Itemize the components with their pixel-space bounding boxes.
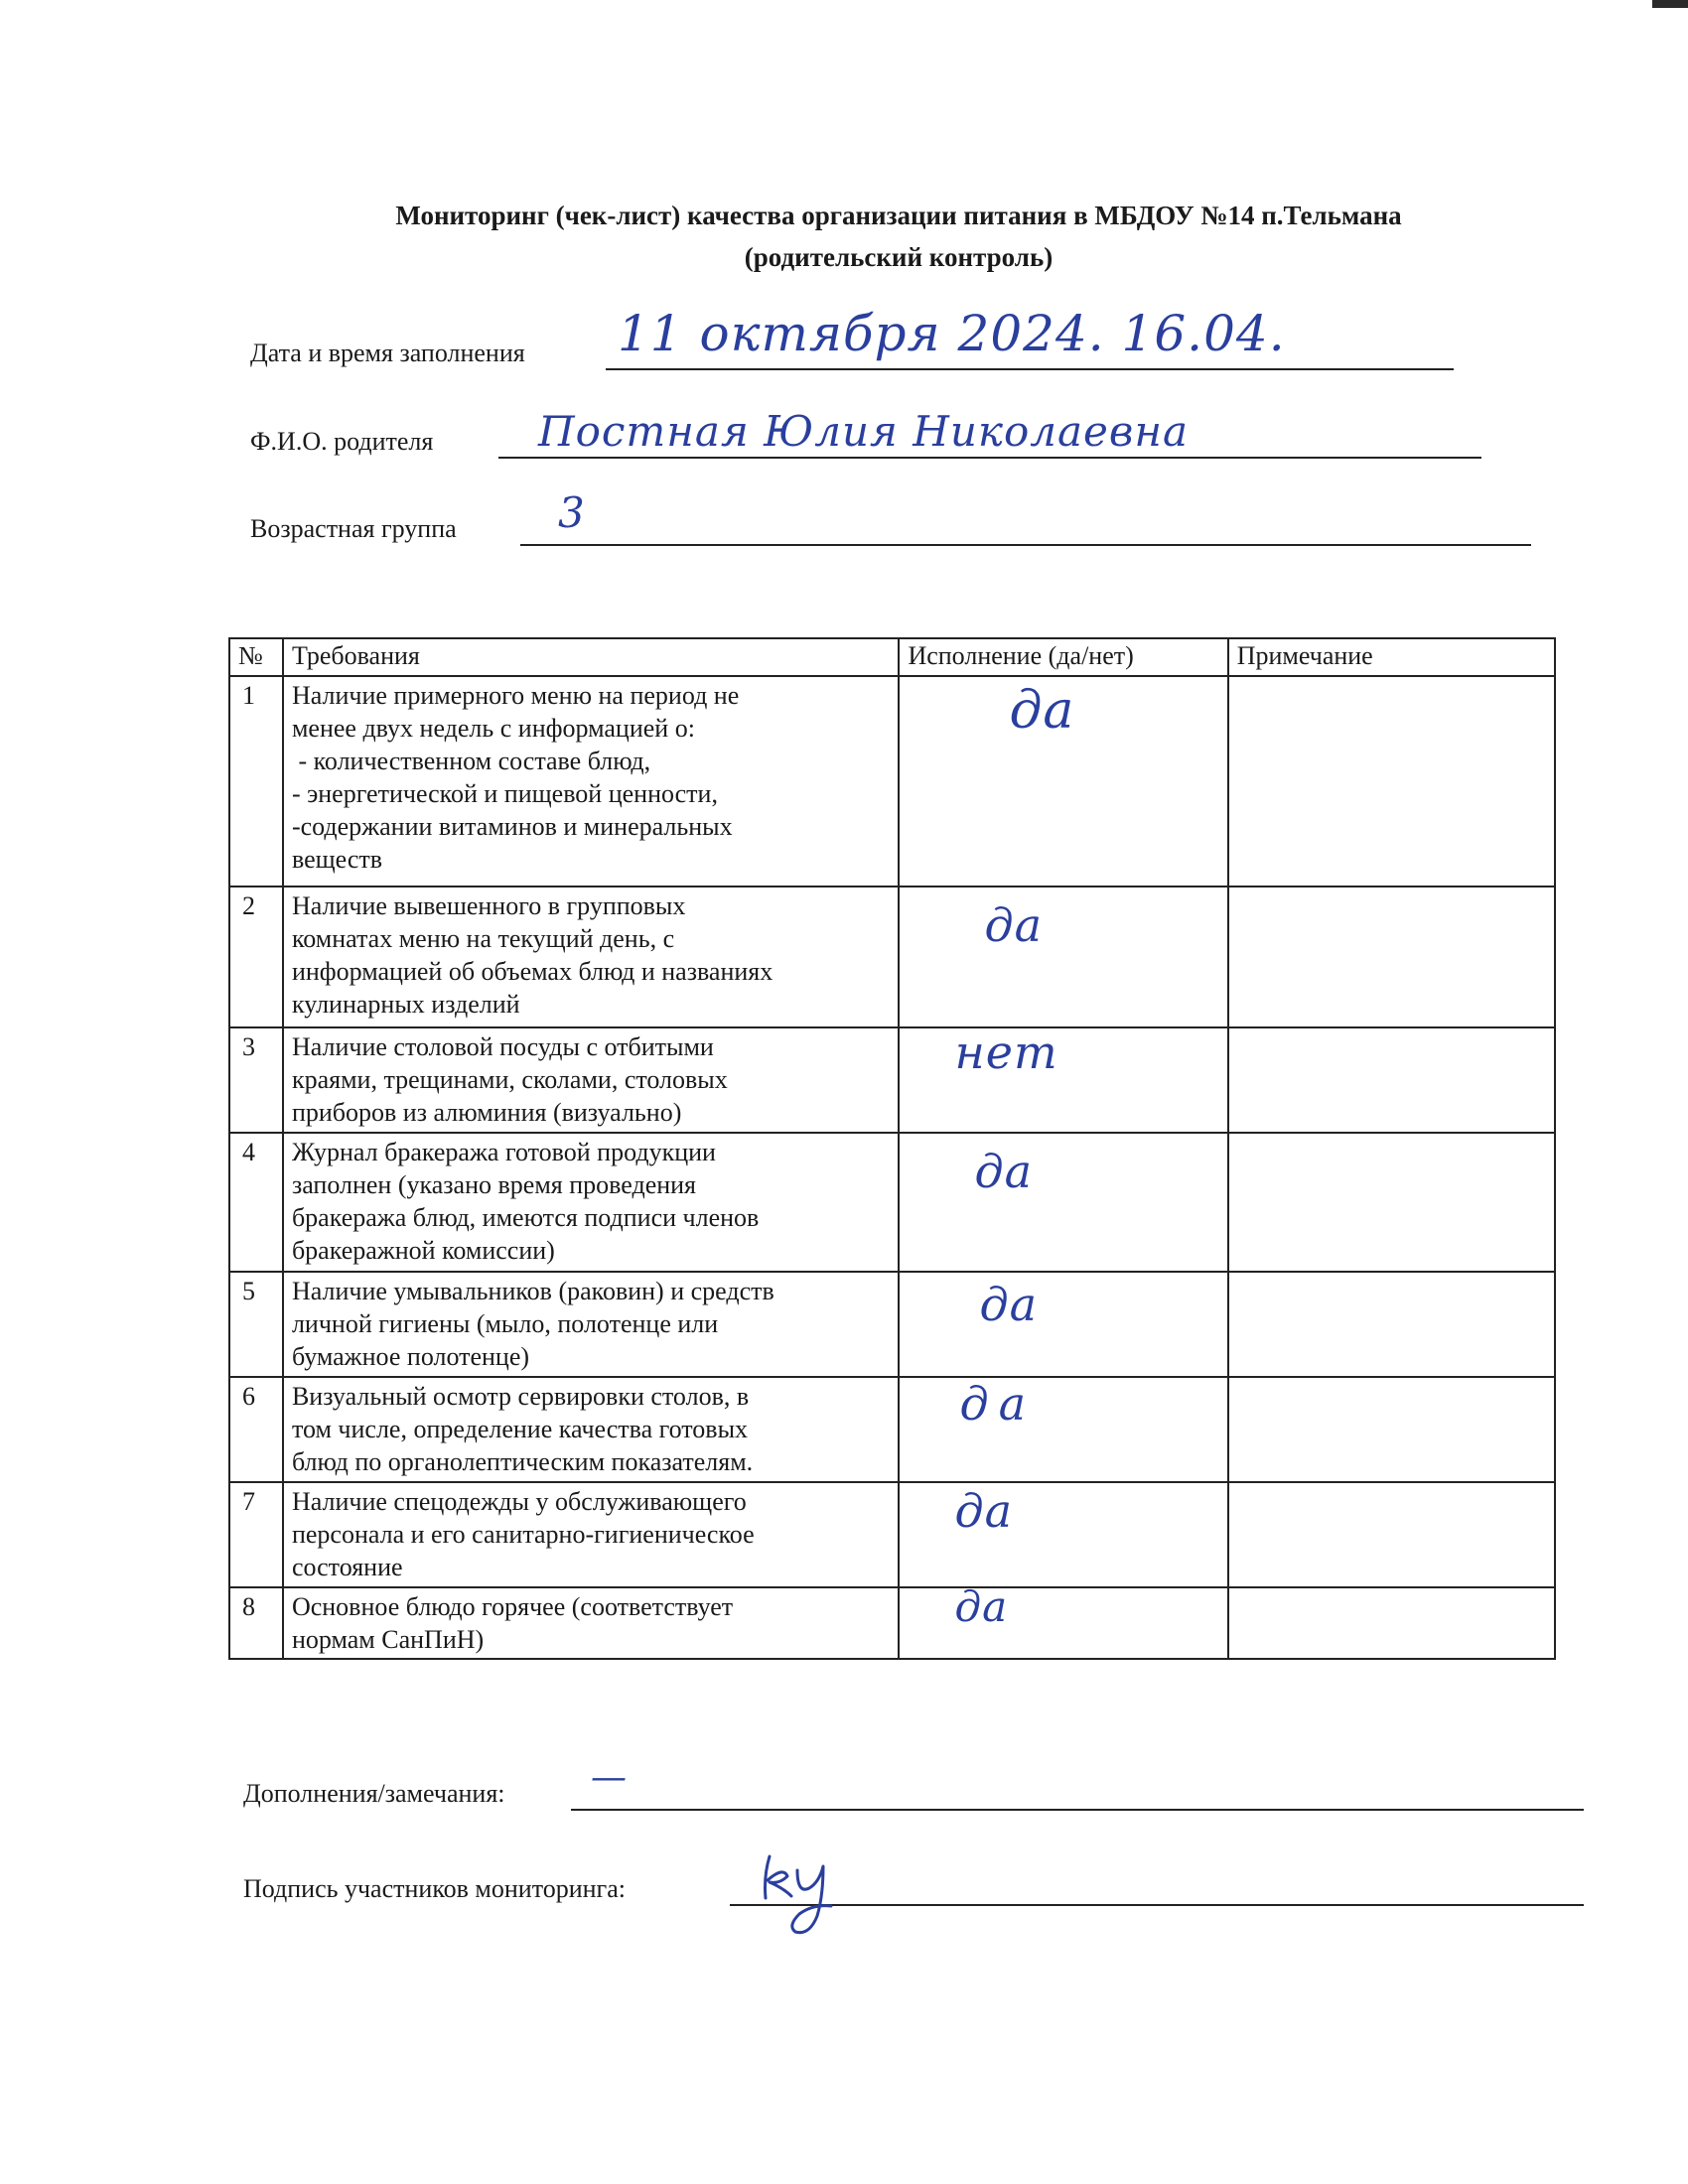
requirement-line: кулинарных изделий [291,990,520,1019]
requirement-line: заполнен (указано время проведения [291,1170,697,1199]
requirement-line: персонала и его санитарно-гигиеническое [291,1520,755,1549]
requirement-line: том числе, определение качества готовых [291,1415,749,1443]
answer-handwritten: да [954,1484,1014,1538]
checklist-table [228,637,1556,1660]
table-row [229,887,1555,1027]
requirement-line: комнатах меню на текущий день, с [291,924,675,953]
header-requirements: Требования [283,638,900,676]
title-line-1: Мониторинг (чек-лист) качества организации питания в МБДОУ №14 п.Тельмана [395,201,1402,230]
note-cell [1228,1482,1555,1587]
fio-handwritten: Постная Юлия Николаевна [538,407,1190,456]
answer-handwritten: да [959,1377,1037,1431]
group-handwritten: 3 [558,488,586,537]
signature-field [243,1866,1584,1906]
row-number: 3 [229,1027,283,1133]
table-row [229,676,1555,887]
additions-dash: — [591,1757,628,1798]
requirement-line: приборов из алюминия (визуально) [291,1098,682,1127]
table-row [229,1027,1555,1133]
requirement-cell [283,1377,900,1482]
signature-label: Подпись участников мониторинга: [243,1874,626,1903]
additions-label: Дополнения/замечания: [243,1779,505,1808]
requirement-cell [283,1027,900,1133]
requirement-line: бракеража блюд, имеются подписи членов [291,1203,760,1232]
header-execution: Исполнение (да/нет) [899,638,1227,676]
execution-cell [899,1482,1227,1587]
answer-handwritten: да [984,898,1044,952]
fio-line [498,457,1481,459]
requirement-line: - энергетической и пищевой ценности, [291,779,718,808]
signature-handwritten [740,1837,869,1946]
group-field [250,488,1531,546]
answer-handwritten: да [974,1145,1034,1198]
note-cell [1228,1272,1555,1377]
row-number: 6 [229,1377,283,1482]
requirement-cell [283,1587,900,1659]
row-number: 7 [229,1482,283,1587]
requirement-cell [283,1272,900,1377]
note-cell [1228,1377,1555,1482]
requirement-line: Наличие умывальников (раковин) и средств [291,1277,774,1305]
execution-cell [899,1377,1227,1482]
requirement-cell [283,676,900,887]
requirement-line: менее двух недель с информацией о: [291,714,695,743]
table-row [229,1587,1555,1659]
table-row [229,1272,1555,1377]
execution-cell [899,1027,1227,1133]
answer-handwritten: нет [954,1025,1058,1079]
requirement-line: личной гигиены (мыло, полотенце или [291,1309,719,1338]
date-label: Дата и время заполнения [250,339,525,367]
requirement-line: Наличие спецодежды у обслуживающего [291,1487,747,1516]
requirement-line: Наличие столовой посуды с отбитыми [291,1032,714,1061]
additions-line [571,1809,1584,1811]
execution-cell [899,1133,1227,1272]
execution-cell [899,676,1227,887]
additions-field [243,1757,1584,1811]
fio-label: Ф.И.О. родителя [250,427,434,456]
execution-cell [899,1582,1227,1659]
title-line-2: (родительский контроль) [744,242,1054,272]
requirement-line: нормам СанПиН) [291,1625,485,1654]
requirement-line: -содержании витаминов и минеральных [291,812,733,841]
requirement-cell [283,887,900,1027]
requirement-line: блюд по органолептическим показателям. [291,1447,754,1476]
fio-field [250,407,1481,459]
note-cell [1228,1587,1555,1659]
requirement-line: Наличие вывешенного в групповых [291,891,686,920]
date-line [606,368,1454,370]
date-field [250,305,1454,370]
requirement-line: Наличие примерного меню на период не [291,681,740,710]
table-row [229,1482,1555,1587]
requirement-cell [283,1133,900,1272]
document-title [238,195,1559,278]
note-cell [1228,676,1555,887]
requirement-line: Журнал бракеража готовой продукции [291,1138,716,1166]
table-row [229,1133,1555,1272]
requirement-line: - количественном составе блюд, [291,747,651,775]
answer-handwritten: да [954,1582,1009,1631]
requirement-line: краями, трещинами, сколами, столовых [291,1065,728,1094]
requirement-line: веществ [291,845,383,874]
requirement-line: бракеражной комиссии) [291,1236,555,1265]
scan-edge-mark [1652,0,1688,8]
requirement-line: информацией об объемах блюд и названиях [291,957,774,986]
table-row [229,1377,1555,1482]
note-cell [1228,1133,1555,1272]
row-number: 1 [229,676,283,887]
table-header-row [229,638,1555,676]
row-number: 4 [229,1133,283,1272]
note-cell [1228,887,1555,1027]
execution-cell [899,1272,1227,1377]
requirement-line: состояние [291,1553,403,1581]
row-number: 5 [229,1272,283,1377]
requirement-line: бумажное полотенце) [291,1342,530,1371]
group-label: Возрастная группа [250,514,457,543]
row-number: 2 [229,887,283,1027]
execution-cell [899,887,1227,1027]
group-line [520,544,1531,546]
requirement-line: Визуальный осмотр сервировки столов, в [291,1382,750,1411]
note-cell [1228,1027,1555,1133]
header-num: № [229,638,283,676]
row-number: 8 [229,1587,283,1659]
date-handwritten: 11 октября 2024. 16.04. [618,305,1286,362]
answer-handwritten: да [979,1278,1039,1331]
answer-handwritten: да [1009,681,1075,741]
requirement-line: Основное блюдо горячее (соответствует [291,1592,734,1621]
requirement-cell [283,1482,900,1587]
header-note: Примечание [1228,638,1555,676]
